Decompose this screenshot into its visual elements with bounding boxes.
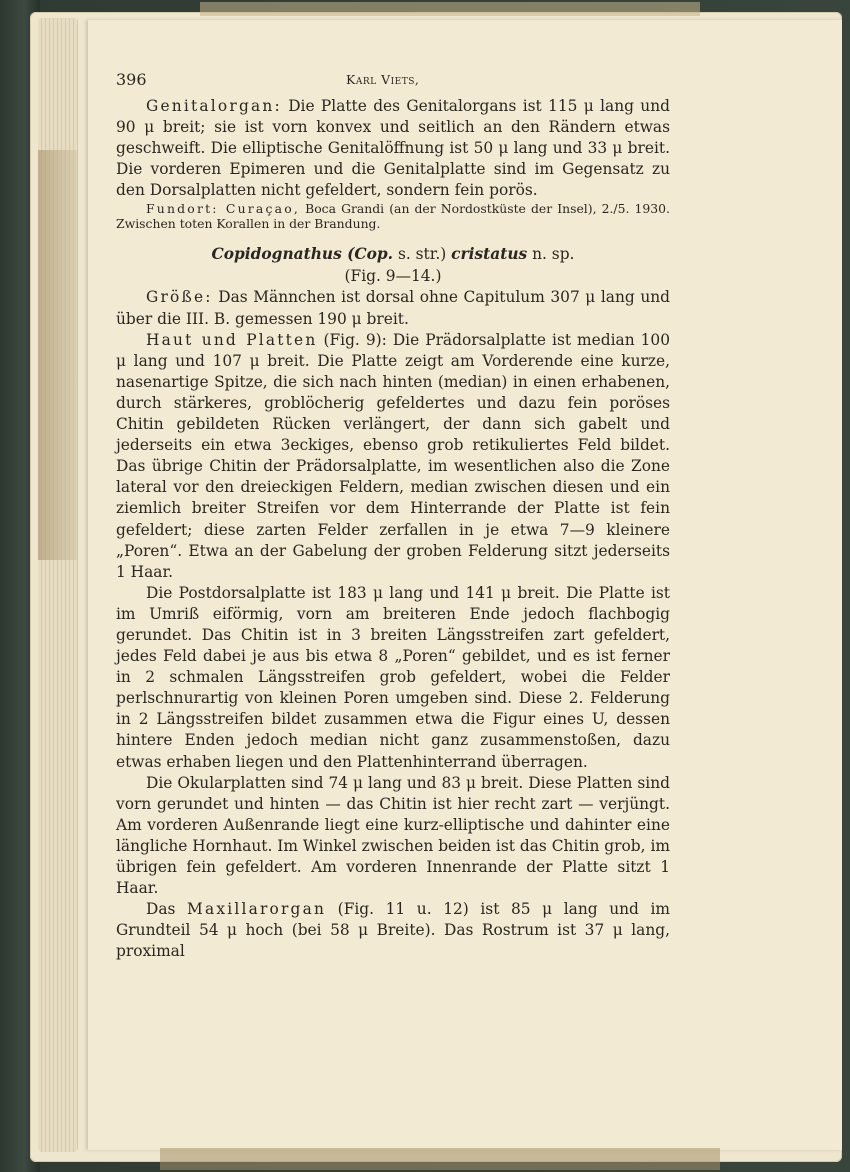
paragraph-fundort <box>116 202 670 231</box>
paragraph-genitalorgan <box>116 96 670 201</box>
page-number: 396 <box>116 70 147 89</box>
label-haut-und-platten: Haut und Platten <box>146 330 318 349</box>
tape-strip-bottom <box>160 1148 720 1170</box>
species-figures-ref: (Fig. 9—14.) <box>344 267 442 286</box>
label-maxillarorgan: Maxillarorgan <box>187 900 327 919</box>
text-groesse: Das Männchen ist dorsal ohne Capitulum 307 μ lang und über die III. B. gemessen 190 μ breit. <box>116 288 670 328</box>
tape-strip-left <box>38 150 78 560</box>
text-haut-und-platten: (Fig. 9): Die Prädorsalplatte ist median 100 μ lang und 107 μ breit. Die Platte zeigt am Vorderende eine kurze, nasenartige Spitze, die sich nach hinten (median) in einen erhabenen, durch stärkeres, groblöcherig gefeldertes und dazu fein poröses Chitin gebildeten Rücken verlängert, der dann sich gabelt und jederseits ein etwa 3eckiges, ebenso grob retikuliertes Feld bildet. Das übrige Chitin der Prädorsalplatte, im wesentlichen also die Zone lateral vor den dreieckigen Feldern, median zwischen diesen und ein ziemlich breiter Streifen vor dem Hinterrande der Platte ist fein gefeldert; diese zarten Felder zerfallen in je etwa 7—9 kleinere „Poren“. Etwa an der Gabelung der groben Felderung sitzt jederseits 1 Haar. <box>116 330 670 581</box>
page-header <box>116 64 670 96</box>
text-genitalorgan: Die Platte des Genitalorgans ist 115 μ lang und 90 μ breit; sie ist vorn konvex und seitlich an den Rändern etwas geschweift. Die elliptische Genitalöffnung ist 50 μ lang und 33 μ breit. Die vorderen Epimeren und die Genitalplatte sind im Gegensatz zu den Dorsalplatten nicht gefeldert, sondern fein porös. <box>116 97 670 200</box>
title-genus: Copidognathus (Cop. <box>211 245 394 264</box>
page-content <box>116 64 670 962</box>
maxillar-pre: Das <box>146 900 188 919</box>
title-species: cristatus <box>451 245 528 264</box>
paragraph-groesse <box>116 287 670 329</box>
running-head: Karl Viets, <box>346 72 420 87</box>
fundort-place: Curaçao, <box>218 201 301 217</box>
label-fundort: Fundort: <box>146 201 219 217</box>
title-mid: s. str.) <box>393 245 452 264</box>
fundort-text: Boca Grandi (an der Nordostküste der Insel), 2./5. 1930. Zwischen toten Korallen in der Brandung. <box>116 201 670 231</box>
text-maxillarorgan: (Fig. 11 u. 12) ist 85 μ lang und im Grundteil 54 μ hoch (bei 58 μ Breite). Das Rostrum ist 37 μ lang, proximal <box>116 900 670 961</box>
paragraph-postdorsalplatte: Die Postdorsalplatte ist 183 μ lang und 141 μ breit. Die Platte ist im Umriß eiförmig, vorn am breiteren Ende jedoch flachbogig gerundet. Das Chitin ist in 3 breiten Längsstreifen zart gefeldert, jedes Feld dabei je aus bis etwa 8 „Poren“ gebildet, und es ist ferner in 2 schmalen Längsstreifen grob gefeldert, wobei die Felder perlschnurartig von kleinen Poren umgeben sind. Diese 2. Felderung in 2 Längsstreifen bildet zusammen etwa die Figur eines U, dessen hintere Enden jedoch median nicht ganz zusammenstoßen, dazu etwas erhaben liegen und den Plattenhinterrand überragen. <box>116 583 670 771</box>
title-end: n. sp. <box>527 245 575 264</box>
species-title <box>116 244 670 265</box>
paragraph-haut-und-platten <box>116 330 670 583</box>
tape-strip-top <box>200 2 700 16</box>
paragraph-okularplatten: Die Okularplatten sind 74 μ lang und 83 μ breit. Diese Platten sind vorn gerundet und hinten — das Chitin ist hier recht zart — verjüngt. Am vorderen Außenrande liegt eine kurz-elliptische und dahinter eine längliche Hornhaut. Im Winkel zwischen beiden ist das Chitin grob, im übrigen fein gefeldert. Am vorderen Innenrande der Platte sitzt 1 Haar. <box>116 773 670 898</box>
paragraph-maxillarorgan <box>116 899 670 962</box>
label-genitalorgan: Genitalorgan: <box>146 97 282 115</box>
label-groesse: Größe: <box>146 288 213 307</box>
